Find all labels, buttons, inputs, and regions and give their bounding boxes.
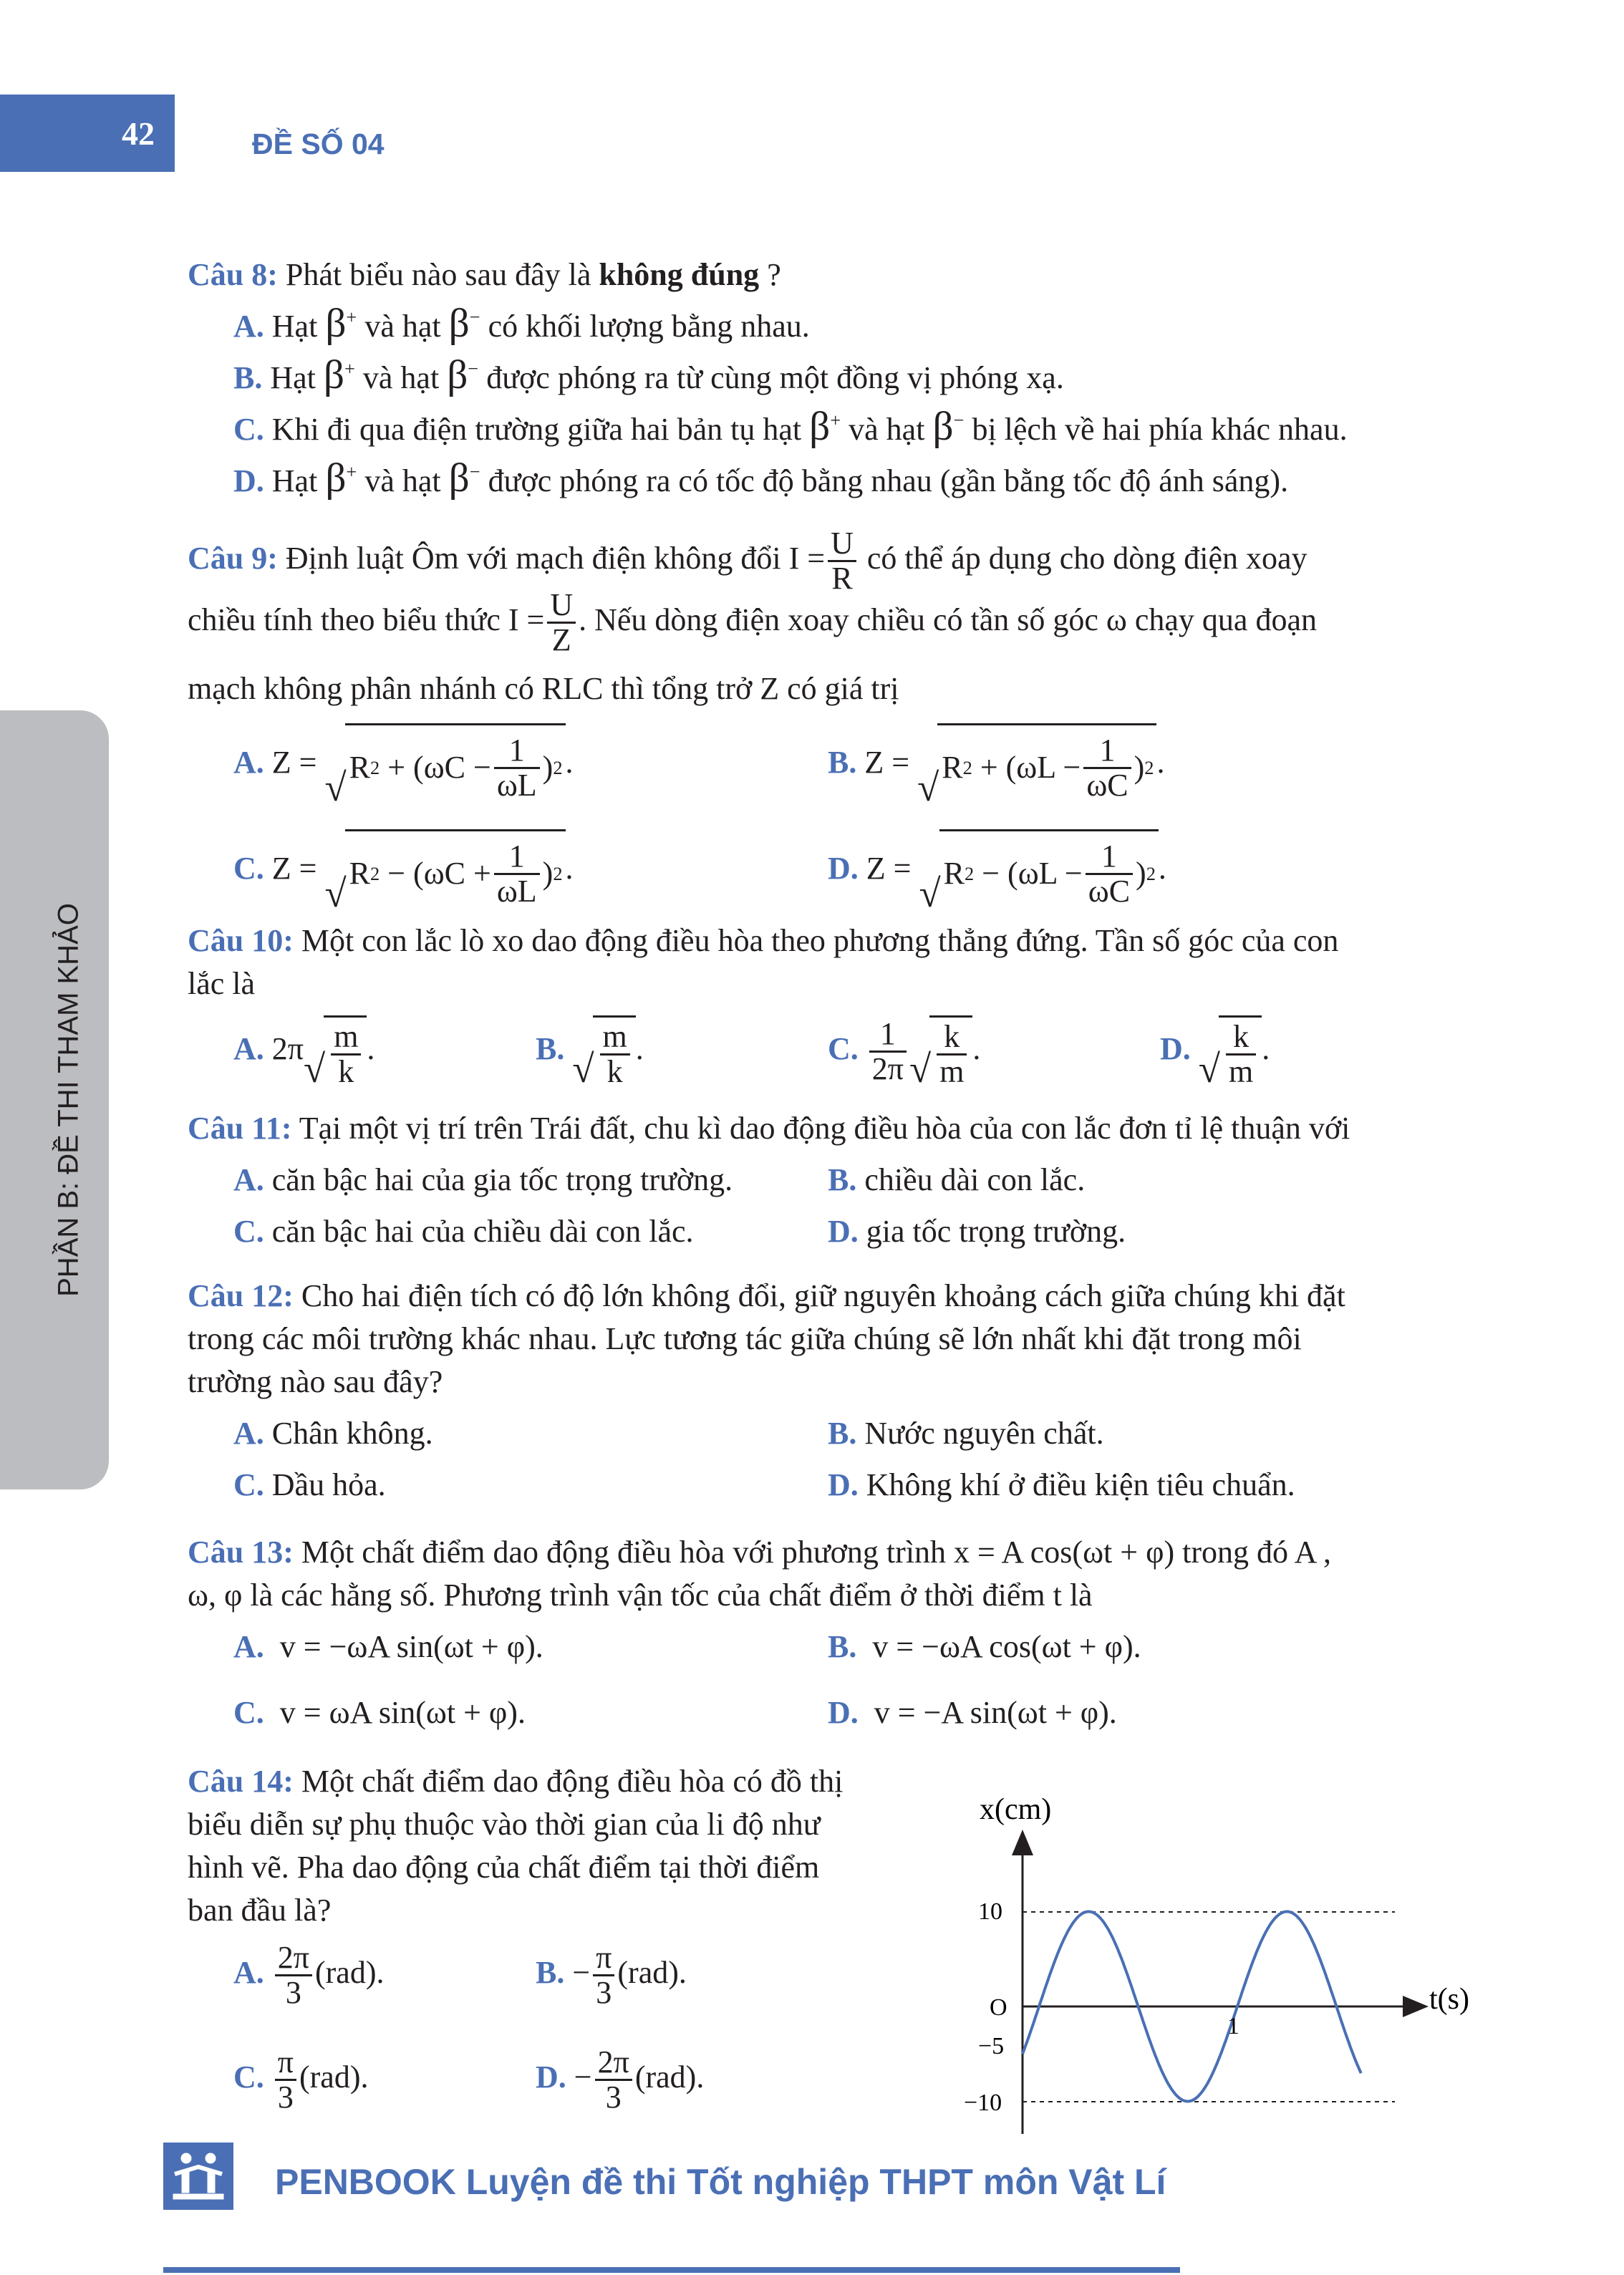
beta-minus: β− [448,455,480,501]
q8-d-label: D. [233,463,264,498]
sqrt: √ R 2 + (ωL − $\frac{1}{\omega C}$ ) 2 [917,723,1156,807]
footer-logo-box [163,2143,233,2210]
q8-stem [188,253,781,296]
sqrt: √ R 2 + (ωC − $\frac{1}{\omega L}$ ) 2 [324,723,565,807]
q12-stem-line3: trường nào sau đây? [188,1364,443,1399]
q8-b-label: B. [233,360,263,395]
q11-option-d: D. gia tốc trọng trường. [828,1214,1126,1249]
q10-stem-line2: lắc là [188,966,256,1001]
q11-option-c: C. căn bậc hai của chiều dài con lắc. [233,1214,694,1249]
q8-d-text2: và hạt [364,463,441,498]
q12-option-a: A. Chân không. [233,1416,433,1451]
q13-option-d: D. v = −A sin(ωt + φ). [828,1695,1117,1730]
q8-a-text1: Hạt [271,309,318,344]
x-tick-1: 1 [1227,2013,1239,2039]
q9-eq1-frac: $\frac{U}{R}$ [828,527,856,595]
q8-b-text2: và hạt [362,360,440,395]
q8-option-b [233,352,1064,400]
q9-l2-post: . Nếu dòng điện xoay chiều có tần số góc ω chạy qua đoạn [579,602,1317,637]
q10-option-b: B. √ $\frac{m}{k}$ . [536,1010,644,1088]
q14-option-a: A. $\frac{2\pi}{3}$ (rad). [233,1940,385,2011]
q8-option-c [233,404,1348,451]
q8-option-a [233,301,810,348]
q8-c-label: C. [233,412,264,447]
side-tab-label: PHẦN B: ĐỀ THI THAM KHẢO [52,903,84,1297]
y-tick-minus10: −10 [964,2090,1002,2116]
q8-b-text3: được phóng ra từ cùng một đồng vị phóng xạ. [486,360,1064,395]
q11-option-b: B. chiều dài con lắc. [828,1162,1086,1197]
beta-minus: β− [447,352,479,397]
q8-label: Câu 8: [188,257,278,292]
q13-option-b: B. v = −ωA cos(ωt + φ). [828,1629,1141,1664]
y-tick-origin: O [990,1994,1007,2021]
q14-option-c: C. $\frac{\pi}{3}$ (rad). [233,2044,369,2115]
q8-c-text1: Khi đi qua điện trường giữa hai bản tụ hạt [271,412,802,447]
q9-option-a: A. Z = √ R 2 + (ωC − $\frac{1}{\omega L}$ ) 2 . [233,723,574,807]
q9-l2-pre: chiều tính theo biểu thức [188,602,501,637]
q8-a-text3: có khối lượng bằng nhau. [488,309,810,344]
sqrt: √ $\frac{m}{k}$ [304,1015,367,1088]
sqrt: √ R 2 − (ωL − $\frac{1}{\omega C}$ ) 2 [919,829,1158,913]
x-axis-label: t(s) [1429,1983,1469,2016]
q10-option-c: C. $\frac{1}{2\pi}$ √ $\frac{k}{m}$ . [828,1016,981,1091]
q10-option-d: D. √ $\frac{k}{m}$ . [1160,1010,1270,1088]
y-axis-label: x(cm) [980,1793,1052,1826]
beta-plus: β+ [325,301,357,346]
page-number: 42 [122,115,155,152]
q13-option-a: A. v = −ωA sin(ωt + φ). [233,1629,543,1664]
q12-stem-line2: trong các môi trường khác nhau. Lực tương tác giữa chúng sẽ lớn nhất khi đặt trong môi [188,1321,1302,1356]
beta-minus: β− [932,404,965,449]
q9-eq1-lhs: I = [788,541,826,576]
q8-option-d [233,455,1289,503]
q9-stem-line2 [188,584,1317,657]
q9-l1-pre: Định luật Ôm với mạch điện không đổi [285,541,781,576]
q10-option-a: A. 2π √ $\frac{m}{k}$ . [233,1010,374,1088]
q12-option-b: B. Nước nguyên chất. [828,1416,1104,1451]
q9-option-d: D. Z = √ R 2 − (ωL − $\frac{1}{\omega C}$ ) 2 . [828,829,1166,913]
oscillation-graph [931,1776,1504,2148]
footer-title: PENBOOK Luyện đề thi Tốt nghiệp THPT môn Vật Lí [275,2162,1166,2202]
q13-stem-line1: Câu 13: Một chất điểm dao động điều hòa với phương trình x = A cos(ωt + φ) trong đó A , [188,1535,1331,1570]
sqrt: √ R 2 − (ωC + $\frac{1}{\omega L}$ ) 2 [324,829,565,913]
q12-option-c: C. Dầu hỏa. [233,1467,386,1502]
q9-eq2-lhs: I = [508,602,545,637]
q9-option-b: B. Z = √ R 2 + (ωL − $\frac{1}{\omega C}$ ) 2 . [828,723,1164,807]
q9-eq2-frac: $\frac{U}{Z}$ [547,589,576,657]
sqrt: √ $\frac{k}{m}$ [1199,1015,1262,1088]
beta-minus: β− [448,301,480,346]
q8-d-text1: Hạt [271,463,318,498]
q8-text-bold: không đúng [599,257,760,292]
q9-option-c: C. Z = √ R 2 − (ωC + $\frac{1}{\omega L}$ ) 2 . [233,829,574,913]
q14-stem-line1: Câu 14: Một chất điểm dao động điều hòa có đồ thị [188,1764,844,1799]
q8-a-label: A. [233,309,264,344]
q8-b-text1: Hạt [270,360,316,395]
y-tick-minus5: −5 [978,2033,1005,2059]
q11-option-a: A. căn bậc hai của gia tốc trọng trường. [233,1162,733,1197]
q9-l1-post: có thể áp dụng cho dòng điện xoay [866,541,1308,576]
q11-stem: Câu 11: Tại một vị trí trên Trái đất, chu kì dao động điều hòa của con lắc đơn tỉ lệ thuận với [188,1111,1350,1146]
beta-plus: β+ [809,404,841,449]
q14-stem-line2: biểu diễn sự phụ thuộc vào thời gian của li độ như [188,1807,821,1842]
q8-d-text3: được phóng ra có tốc độ bằng nhau (gần bằng tốc độ ánh sáng). [488,463,1289,498]
q14-option-b: B. − $\frac{\pi}{3}$ (rad). [536,1940,687,2011]
q12-option-d: D. Không khí ở điều kiện tiêu chuẩn. [828,1467,1295,1502]
beta-plus: β+ [323,352,355,397]
q9-stem-line3: mạch không phân nhánh có RLC thì tổng trở Z có giá trị [188,671,899,706]
q8-c-text2: và hạt [849,412,925,447]
q14-stem-line3: hình vẽ. Pha dao động của chất điểm tại thời điểm [188,1850,820,1885]
footer-rule [163,2267,1180,2273]
y-tick-10: 10 [978,1898,1002,1925]
section-title: ĐỀ SỐ 04 [252,127,385,160]
q10-stem-line1: Câu 10: Một con lắc lò xo dao động điều hòa theo phương thẳng đứng. Tần số góc của con [188,923,1339,958]
penbook-logo-icon [163,2143,233,2210]
q14-stem-line4: ban đầu là? [188,1893,332,1928]
beta-plus: β+ [325,455,357,501]
sqrt: √ $\frac{k}{m}$ [909,1015,972,1088]
q12-stem-line1: Câu 12: Cho hai điện tích có độ lớn không đổi, giữ nguyên khoảng cách giữa chúng khi đặt [188,1278,1345,1313]
q8-a-text2: và hạt [364,309,441,344]
q14-option-d: D. − $\frac{2\pi}{3}$ (rad). [536,2044,705,2115]
sqrt: √ $\frac{m}{k}$ [572,1015,635,1088]
q13-option-c: C. v = ωA sin(ωt + φ). [233,1695,526,1730]
q13-stem-line2: ω, φ là các hằng số. Phương trình vận tốc của chất điểm ở thời điểm t là [188,1578,1093,1613]
q9-label: Câu 9: [188,541,278,576]
q8-text-post: ? [767,257,781,292]
q8-c-text3: bị lệch về hai phía khác nhau. [972,412,1348,447]
q8-text-pre: Phát biểu nào sau đây là [285,257,591,292]
